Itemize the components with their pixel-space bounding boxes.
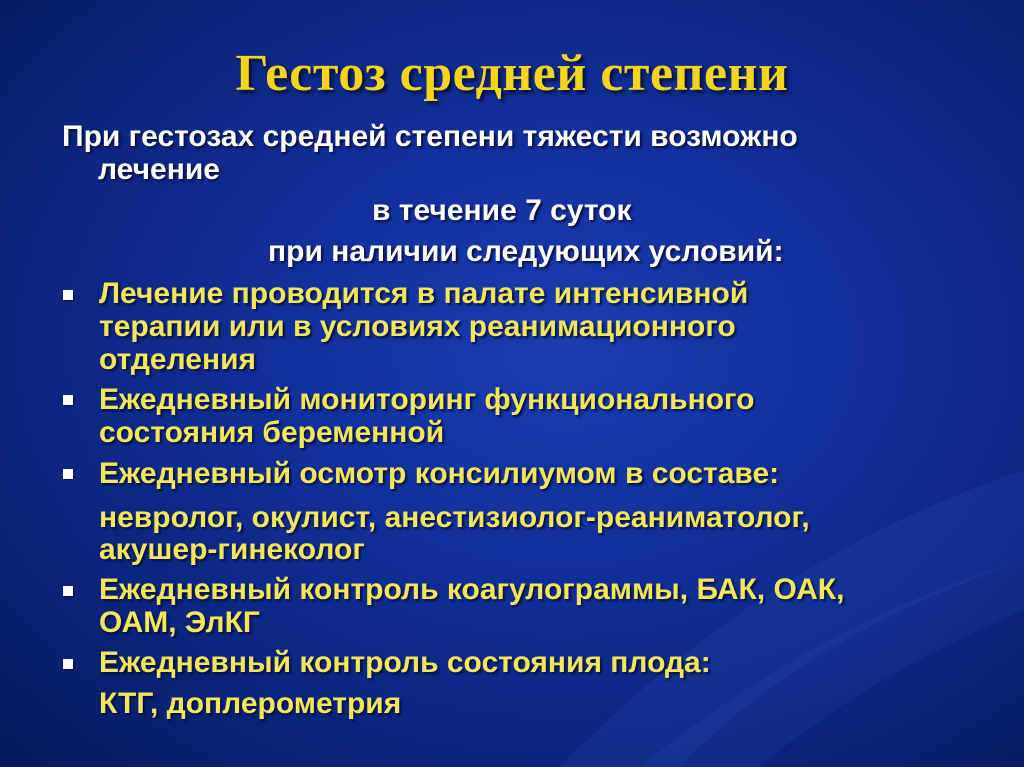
bullet-3-sub-line-2: акушер-гинеколог (99, 533, 365, 566)
bullet-3-sub-line-1: невролог, окулист, анестизиолог-реаниматолог, (99, 501, 810, 534)
bullet-marker (63, 395, 73, 405)
intro-line-2: лечение (98, 153, 220, 186)
intro-line-1: При гестозах средней степени тяжести возможно (62, 120, 798, 153)
bullet-3-line-1: Ежедневный осмотр консилиумом в составе: (99, 457, 780, 490)
page-title: Гестоз средней степени (235, 45, 789, 102)
bullet-marker (63, 469, 73, 479)
bullet-1-line-2: терапии или в условиях реанимационного (99, 310, 736, 343)
intro-line-4: при наличии следующих условий: (268, 235, 784, 268)
bullet-marker (63, 586, 73, 596)
bullet-1-line-1: Лечение проводится в палате интенсивной (99, 277, 749, 310)
bullet-4-line-1: Ежедневный контроль коагулограммы, БАК, ОАК, (99, 573, 845, 606)
bullet-5-line-1: Ежедневный контроль состояния плода: (99, 646, 711, 679)
bullet-5-sub-line-1: КТГ, доплерометрия (99, 687, 402, 720)
bullet-2-line-1: Ежедневный мониторинг функционального (99, 383, 755, 416)
bullet-marker (63, 659, 73, 669)
bullet-2-line-2: состояния беременной (99, 416, 445, 449)
bullet-marker (63, 290, 73, 300)
bullet-1-line-3: отделения (99, 343, 257, 376)
intro-line-3: в течение 7 суток (372, 194, 632, 227)
bullet-4-line-2: ОАМ, ЭлКГ (99, 606, 260, 639)
